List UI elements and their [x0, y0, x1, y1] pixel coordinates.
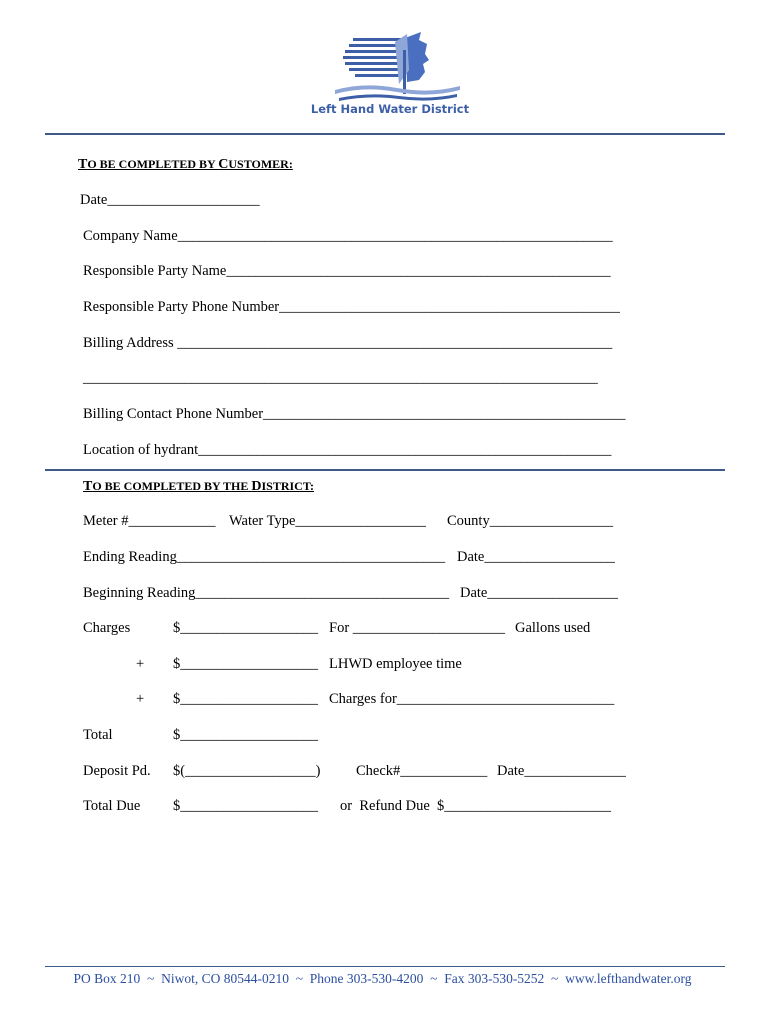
responsible-party-name-field[interactable]: Responsible Party Name_____________________________________________________: [83, 263, 611, 279]
county-field[interactable]: County_________________: [447, 513, 613, 529]
gallons-used-label: Gallons used: [515, 620, 591, 636]
logo-text: Left Hand Water District: [310, 102, 470, 116]
billing-address-field[interactable]: Billing Address ____________________________________________________________: [83, 335, 613, 351]
deposit-amount-field[interactable]: $(__________________): [173, 763, 321, 779]
customer-section-heading: TO BE COMPLETED BY CUSTOMER:: [78, 157, 293, 172]
total-amount-field[interactable]: $___________________: [173, 727, 318, 743]
charges-amount-field[interactable]: $___________________: [173, 620, 318, 636]
location-of-hydrant-field[interactable]: Location of hydrant_________________________________________________________: [83, 442, 612, 458]
total-due-label: Total Due: [83, 798, 141, 814]
meter-number-field[interactable]: Meter #____________: [83, 513, 216, 529]
beginning-reading-field[interactable]: Beginning Reading___________________________________: [83, 585, 450, 601]
company-name-field[interactable]: Company Name____________________________________________________________: [83, 228, 613, 244]
plus-sign: +: [136, 691, 145, 707]
charges-for-description-field[interactable]: Charges for______________________________: [329, 691, 615, 707]
ending-reading-field[interactable]: Ending Reading_____________________________________: [83, 549, 446, 565]
deposit-label: Deposit Pd.: [83, 763, 151, 779]
billing-contact-phone-field[interactable]: Billing Contact Phone Number__________________________________________________: [83, 406, 626, 422]
charges-label: Charges: [83, 620, 131, 636]
plus-sign: +: [136, 656, 145, 672]
charges-for-field[interactable]: For _____________________: [329, 620, 506, 636]
lhwd-employee-time-label: LHWD employee time: [329, 656, 462, 672]
check-number-field[interactable]: Check#____________: [356, 763, 488, 779]
footer-contact-info: PO Box 210 ~ Niwot, CO 80544-0210 ~ Phone 303-530-4200 ~ Fax 303-530-5252 ~ www.lefthandwater.org: [73, 971, 692, 986]
responsible-party-phone-field[interactable]: Responsible Party Phone Number_______________________________________________: [83, 299, 620, 315]
date-field[interactable]: Date_____________________: [80, 192, 260, 208]
total-label: Total: [83, 727, 113, 743]
ending-date-field[interactable]: Date__________________: [457, 549, 615, 565]
section-divider: [45, 469, 725, 471]
beginning-date-field[interactable]: Date__________________: [460, 585, 618, 601]
water-type-field[interactable]: Water Type__________________: [229, 513, 426, 529]
header-divider: [45, 133, 725, 135]
other-charges-amount-field[interactable]: $___________________: [173, 691, 318, 707]
district-section-heading: TO BE COMPLETED BY THE DISTRICT:: [83, 479, 314, 494]
billing-address-line2-field[interactable]: _______________________________________________________________________: [83, 370, 598, 386]
employee-time-amount-field[interactable]: $___________________: [173, 656, 318, 672]
refund-due-field[interactable]: or Refund Due $_______________________: [340, 798, 612, 814]
check-date-field[interactable]: Date______________: [497, 763, 626, 779]
total-due-amount-field[interactable]: $___________________: [173, 798, 318, 814]
footer-divider: [45, 966, 725, 967]
